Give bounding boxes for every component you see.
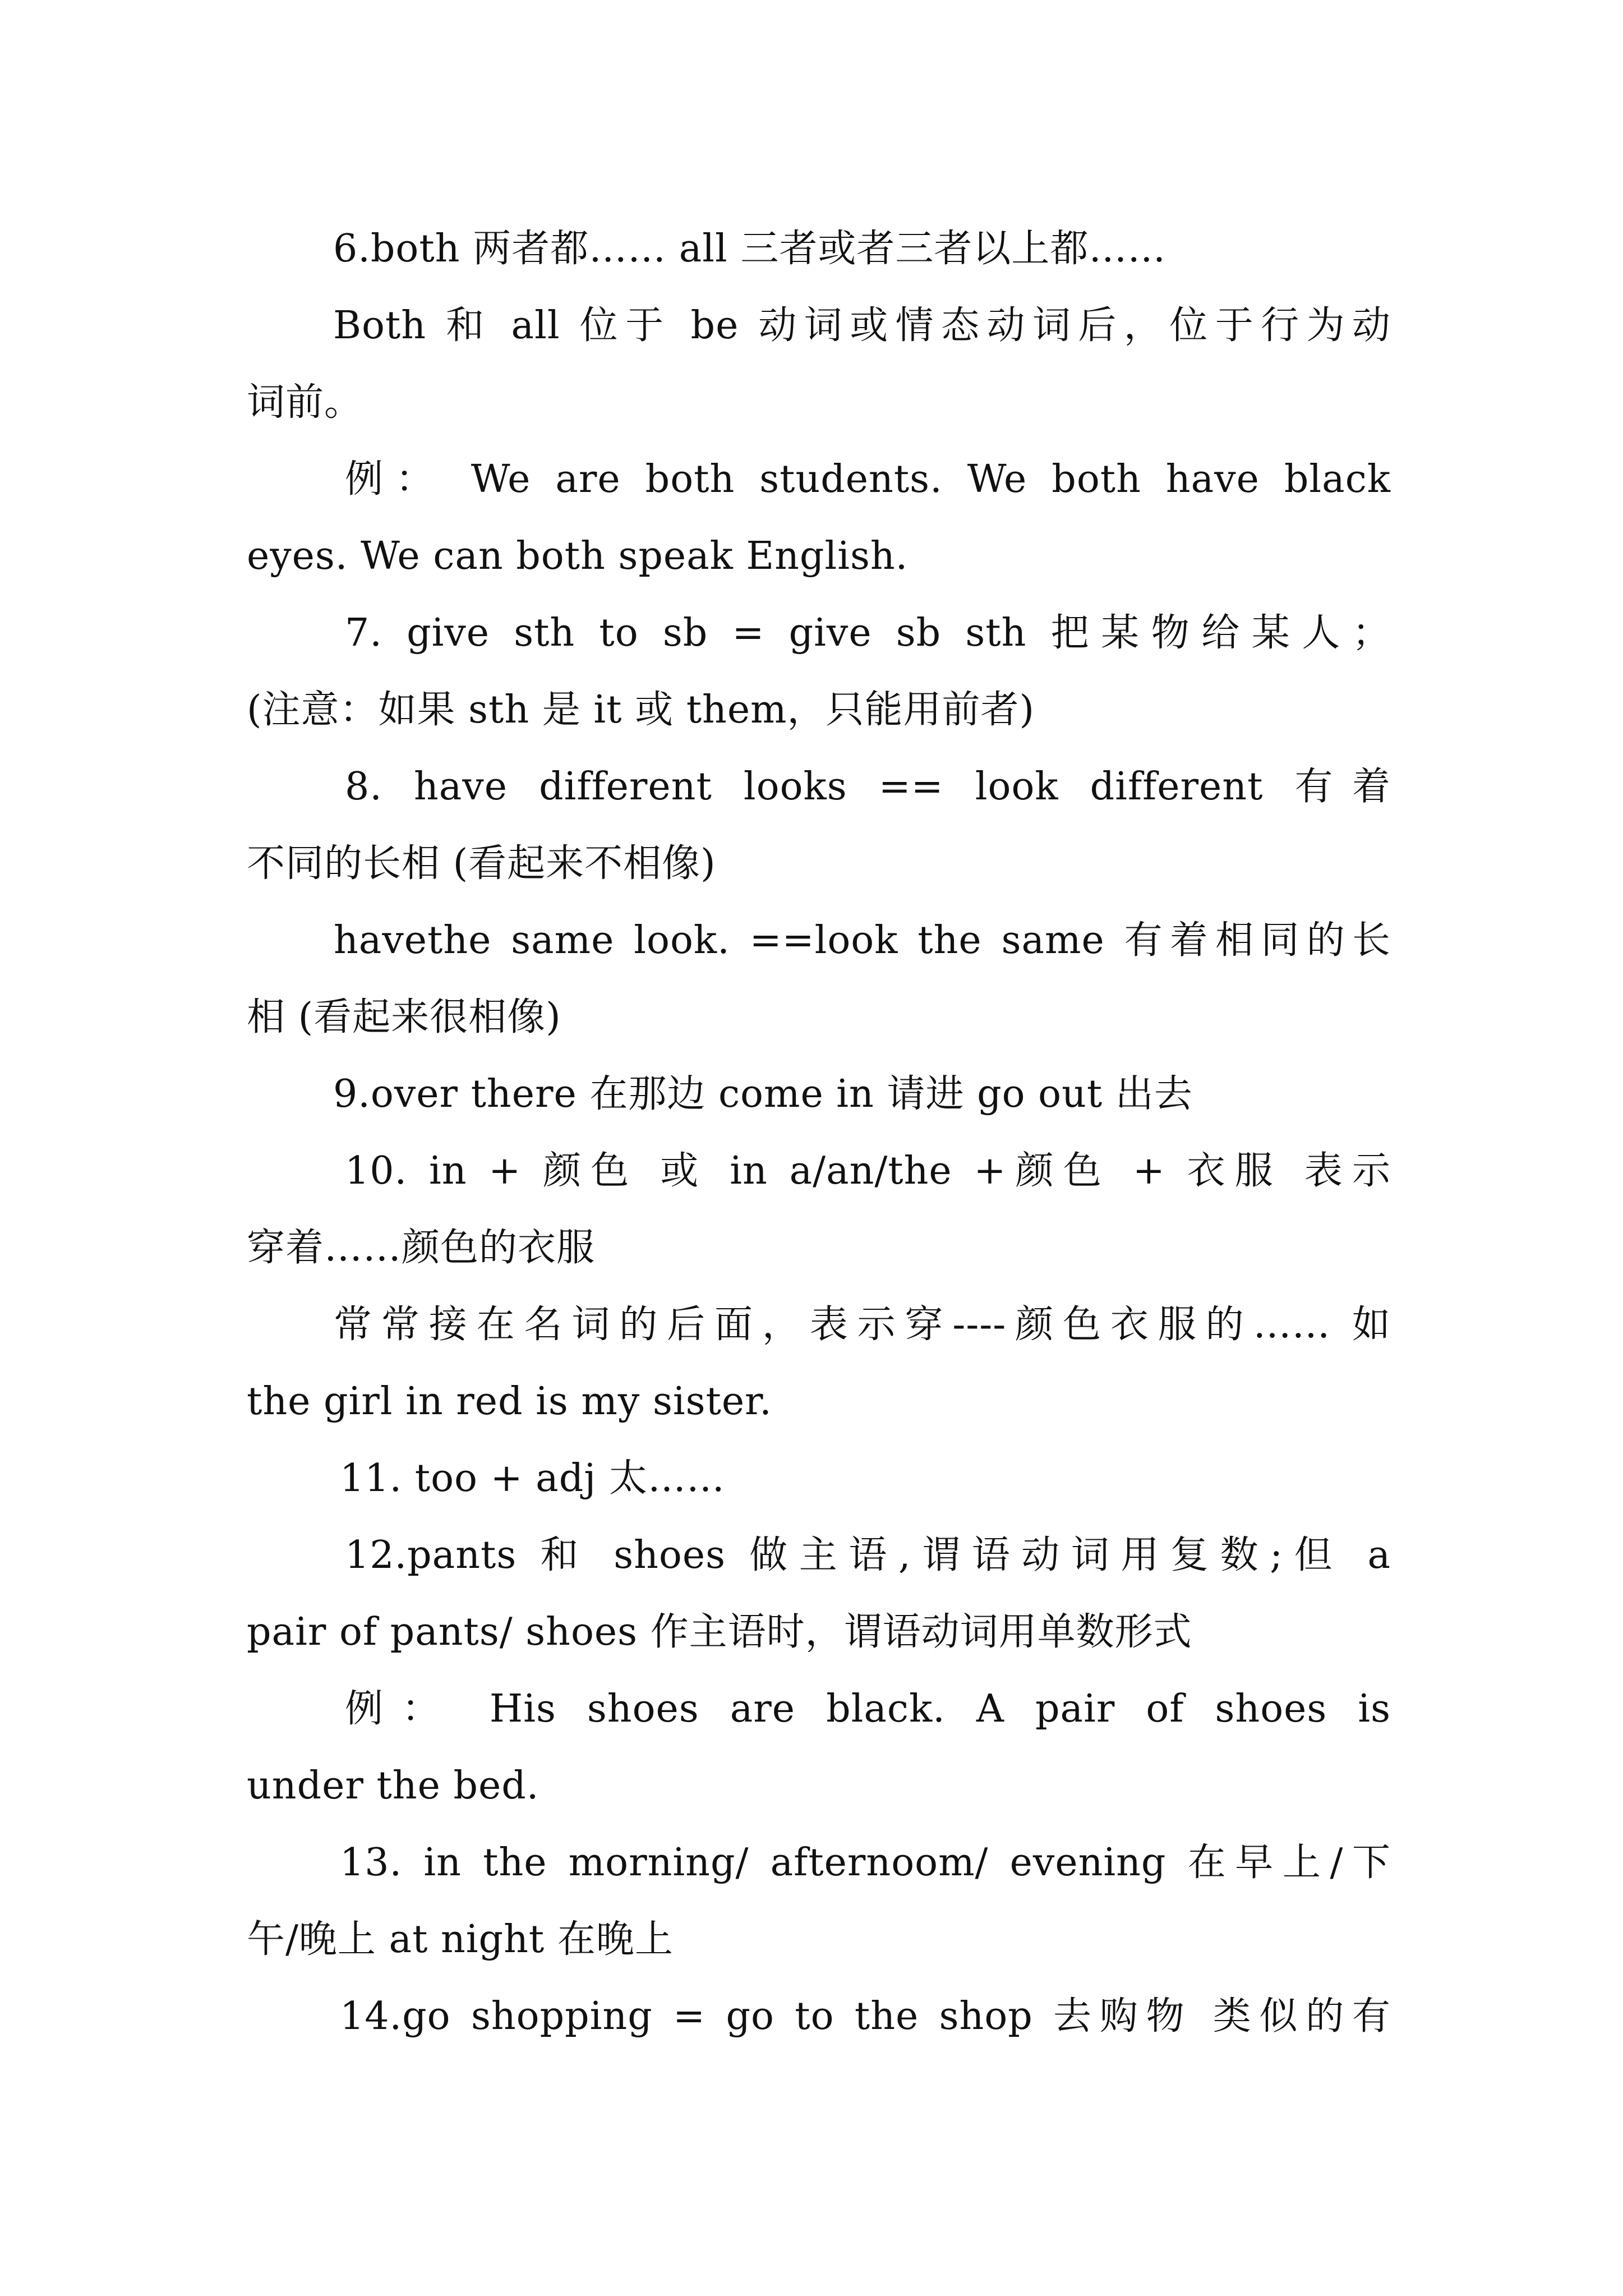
text-line: 相 (看起来很相像) [247, 995, 561, 1039]
text-line: under the bed. [247, 1764, 540, 1808]
text-line: havethe same look. ==look the same 有着相同的长 [334, 918, 1391, 963]
document-body [247, 210, 1391, 2055]
text-line: 不同的长相 (看起来不相像) [247, 841, 716, 886]
text-line: the girl in red is my sister. [247, 1379, 772, 1424]
text-line: Both 和 all 位于 be 动词或情态动词后，位于行为动 [333, 303, 1391, 348]
text-line: 12.pants 和 shoes 做主语,谓语动词用复数;但 a [345, 1533, 1391, 1577]
text-line: 午/晚上 at night 在晚上 [247, 1917, 674, 1962]
text-line: 13. in the morning/ afternoom/ evening 在早上/下 [340, 1841, 1391, 1885]
text-line: 6.both 两者都…… all 三者或者三者以上都…… [333, 227, 1166, 271]
text-line: 8. have different looks == look different 有着 [345, 765, 1391, 809]
text-line: pair of pants/ shoes 作主语时，谓语动词用单数形式 [247, 1610, 1192, 1654]
text-line: 例： We are both students. We both have black [345, 457, 1391, 501]
text-line: 常常接在名词的后面，表示穿----颜色衣服的…… 如 [334, 1303, 1391, 1347]
text-line: 词前。 [247, 380, 363, 425]
text-line: 11. too + adj 太…… [340, 1456, 725, 1501]
text-line: (注意：如果 sth 是 it 或 them，只能用前者) [247, 688, 1035, 732]
text-line: 14.go shopping = go to the shop 去购物 类似的有 [340, 1994, 1391, 2039]
text-line: 例： His shoes are black. A pair of shoes is [345, 1687, 1391, 1731]
text-line: 10. in + 颜色 或 in a/an/the +颜色 + 衣服 表示 [345, 1149, 1391, 1193]
text-line: 7. give sth to sb = give sb sth 把某物给某人； [345, 611, 1391, 655]
text-line: eyes. We can both speak English. [247, 534, 909, 578]
text-line: 9.over there 在那边 come in 请进 go out 出去 [333, 1072, 1193, 1116]
text-line: 穿着……颜色的衣服 [247, 1226, 596, 1270]
